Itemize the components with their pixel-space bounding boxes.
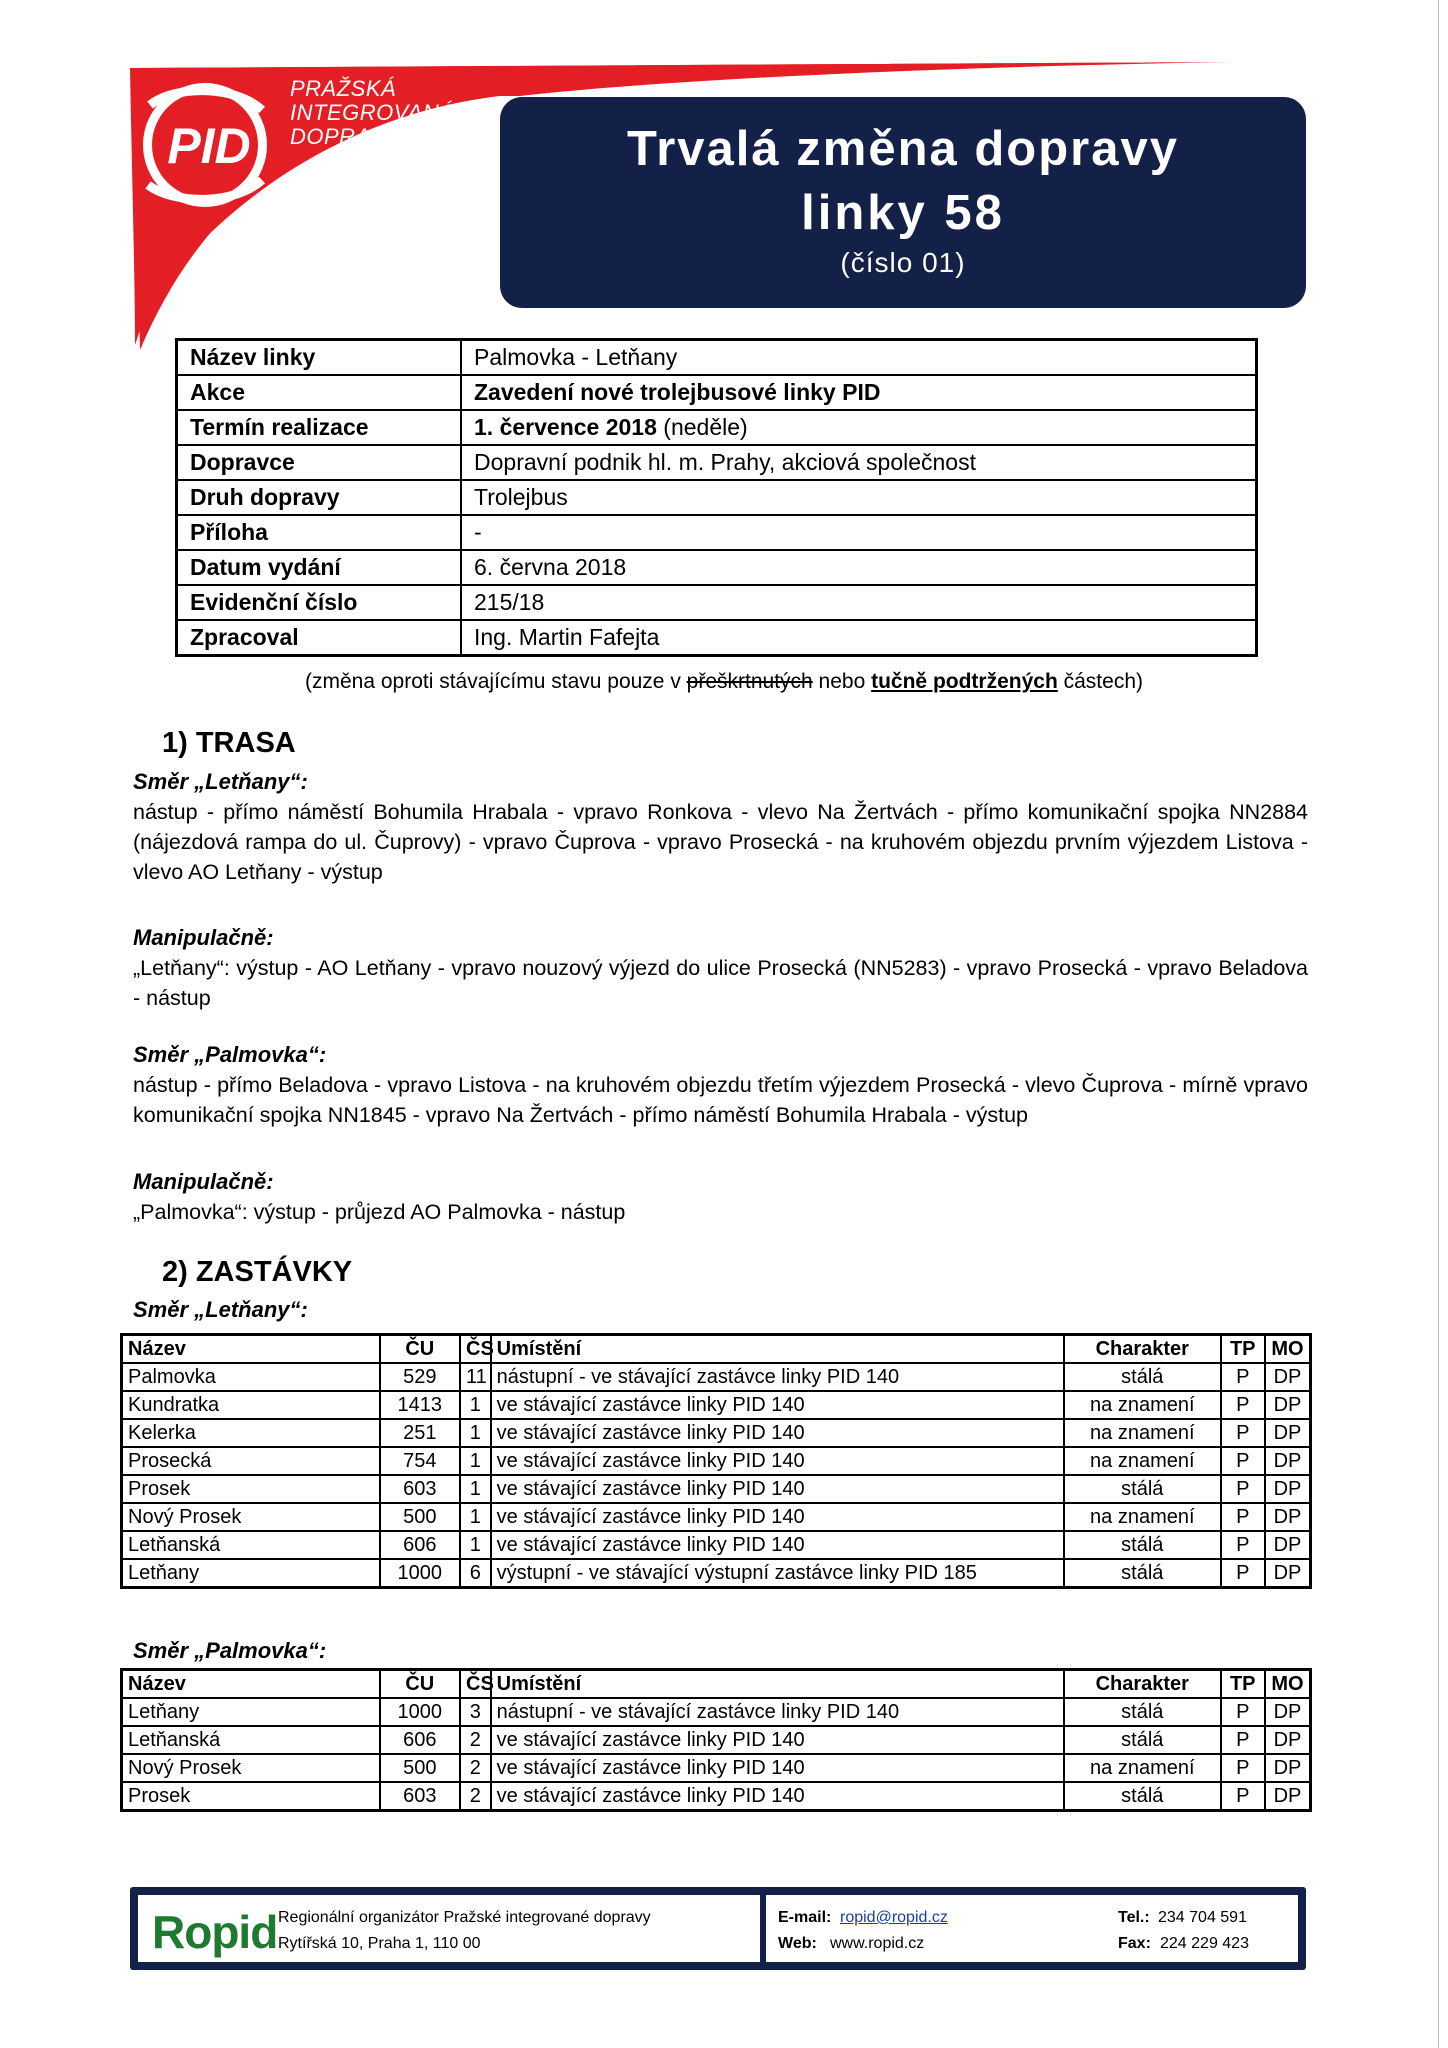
column-header: Název <box>122 1670 380 1699</box>
table-cell: ve stávající zastávce linky PID 140 <box>491 1447 1064 1475</box>
table-cell: P <box>1221 1419 1265 1447</box>
table-cell: ve stávající zastávce linky PID 140 <box>491 1782 1064 1811</box>
table-cell: na znamení <box>1064 1419 1221 1447</box>
table-cell: Kelerka <box>122 1419 380 1447</box>
table-row <box>122 1726 1311 1754</box>
table-row <box>122 1559 1311 1588</box>
table-cell: 6 <box>460 1559 491 1588</box>
info-row <box>177 550 1257 585</box>
info-value: Trolejbus <box>461 480 1257 515</box>
footer-divider <box>760 1895 766 1962</box>
info-row <box>177 585 1257 620</box>
title-box <box>500 97 1306 308</box>
column-header: Charakter <box>1064 1335 1221 1364</box>
manipulation-text: „Palmovka“: výstup - průjezd AO Palmovka - nástup <box>133 1200 626 1224</box>
ropid-logo: Ropid <box>152 1906 278 1958</box>
table-cell: nástupní - ve stávající zastávce linky PID 140 <box>491 1363 1064 1391</box>
table-header-row <box>122 1335 1311 1364</box>
table-cell: stálá <box>1064 1531 1221 1559</box>
info-value: Palmovka - Letňany <box>461 340 1257 376</box>
column-header: Název <box>122 1335 380 1364</box>
footer-address: Rytířská 10, Praha 1, 110 00 <box>278 1935 481 1952</box>
stops-table-letnany <box>120 1333 1312 1589</box>
table-cell: 1 <box>460 1391 491 1419</box>
table-cell: stálá <box>1064 1559 1221 1588</box>
table-cell: ve stávající zastávce linky PID 140 <box>491 1475 1064 1503</box>
table-cell: P <box>1221 1698 1265 1726</box>
table-cell: 606 <box>380 1726 460 1754</box>
table-cell: DP <box>1265 1503 1311 1531</box>
footer-tel: 234 704 591 <box>1158 1909 1247 1926</box>
table-cell: P <box>1221 1726 1265 1754</box>
table-cell: 1 <box>460 1447 491 1475</box>
table-cell: Palmovka <box>122 1363 380 1391</box>
table-cell: stálá <box>1064 1363 1221 1391</box>
line-number-title: linky 58 <box>801 186 1005 240</box>
table-cell: DP <box>1265 1391 1311 1419</box>
table-cell: nástupní - ve stávající zastávce linky PID 140 <box>491 1698 1064 1726</box>
table-cell: DP <box>1265 1559 1311 1588</box>
table-cell: DP <box>1265 1419 1311 1447</box>
info-row <box>177 515 1257 550</box>
pid-logo-text: PID <box>167 118 251 174</box>
info-key: Název linky <box>177 340 462 376</box>
footer-content <box>138 1895 1298 1962</box>
table-cell: ve stávající zastávce linky PID 140 <box>491 1754 1064 1782</box>
footer-email-link[interactable]: ropid@ropid.cz <box>840 1909 948 1926</box>
table-cell: Prosecká <box>122 1447 380 1475</box>
info-value: Zavedení nové trolejbusové linky PID <box>461 375 1257 410</box>
info-key: Akce <box>177 375 462 410</box>
table-cell: 3 <box>460 1698 491 1726</box>
table-cell: 1000 <box>380 1698 460 1726</box>
column-header: TP <box>1221 1670 1265 1699</box>
footer <box>130 1887 1306 1970</box>
footer-organization: Regionální organizátor Pražské integrované dopravy <box>278 1909 651 1926</box>
table-cell: P <box>1221 1447 1265 1475</box>
table-cell: P <box>1221 1391 1265 1419</box>
table-cell: na znamení <box>1064 1503 1221 1531</box>
info-row <box>177 445 1257 480</box>
column-header: ČU <box>380 1335 460 1364</box>
table-cell: Letňany <box>122 1698 380 1726</box>
column-header: TP <box>1221 1335 1265 1364</box>
manipulation-heading: Manipulačně: <box>133 925 274 950</box>
footer-fax-label: Fax: <box>1118 1935 1151 1952</box>
table-cell: DP <box>1265 1475 1311 1503</box>
table-cell: na znamení <box>1064 1391 1221 1419</box>
info-value: Ing. Martin Fafejta <box>461 620 1257 656</box>
table-cell: Kundratka <box>122 1391 380 1419</box>
info-key: Zpracoval <box>177 620 462 656</box>
table-cell: na znamení <box>1064 1447 1221 1475</box>
note-underlined: tučně podtržených <box>871 670 1058 693</box>
realization-date: 1. července 2018 <box>474 414 657 440</box>
table-cell: P <box>1221 1475 1265 1503</box>
table-row <box>122 1698 1311 1726</box>
table-cell: P <box>1221 1503 1265 1531</box>
page-edge <box>1438 0 1448 2048</box>
table-cell: stálá <box>1064 1782 1221 1811</box>
table-cell: P <box>1221 1363 1265 1391</box>
brand-name-line3: DOPRAVA <box>290 124 399 149</box>
document-number: (číslo 01) <box>840 247 966 278</box>
info-table <box>175 338 1258 657</box>
info-value: Dopravní podnik hl. m. Prahy, akciová společnost <box>461 445 1257 480</box>
column-header: Umístění <box>491 1670 1064 1699</box>
table-cell: 1413 <box>380 1391 460 1419</box>
direction-heading: Směr „Palmovka“: <box>133 1638 327 1663</box>
table-cell: 754 <box>380 1447 460 1475</box>
info-row <box>177 480 1257 515</box>
table-row <box>122 1363 1311 1391</box>
table-cell: ve stávající zastávce linky PID 140 <box>491 1391 1064 1419</box>
table-cell: Letňanská <box>122 1726 380 1754</box>
table-cell: stálá <box>1064 1475 1221 1503</box>
table-cell: DP <box>1265 1698 1311 1726</box>
section-heading-stops: 2) ZASTÁVKY <box>162 1256 353 1288</box>
route-text: nástup - přímo Beladova - vpravo Listova - na kruhovém objezdu třetím výjezdem Prosecká - vlevo Čuprova - mírně vpravo komunikační spojka NN1845 - vpravo Na Žertvách - přímo náměstí Bohumila Hrabala - výstup <box>133 1073 1308 1127</box>
info-row <box>177 340 1257 376</box>
table-cell: 500 <box>380 1503 460 1531</box>
note-text: (změna oproti stávajícímu stavu pouze v <box>304 670 687 693</box>
table-cell: 2 <box>460 1754 491 1782</box>
table-cell: 1000 <box>380 1559 460 1588</box>
table-row <box>122 1754 1311 1782</box>
info-key: Termín realizace <box>177 410 462 445</box>
info-row <box>177 620 1257 656</box>
route-text: nástup - přímo náměstí Bohumila Hrabala - vpravo Ronkova - vlevo Na Žertvách - přímo komunikační spojka NN2884 (nájezdová rampa do ul. Čuprovy) - vpravo Čuprova - vpravo Prosecká - na kruhovém objezdu prvním výjezdem Listova - vlevo AO Letňany - výstup <box>133 800 1308 884</box>
table-cell: DP <box>1265 1531 1311 1559</box>
info-value: 6. června 2018 <box>461 550 1257 585</box>
table-cell: 1 <box>460 1475 491 1503</box>
table-header-row <box>122 1670 1311 1699</box>
column-header: Umístění <box>491 1335 1064 1364</box>
footer-tel-label: Tel.: <box>1118 1909 1150 1926</box>
info-key: Evidenční číslo <box>177 585 462 620</box>
brand-name-line2: INTEGROVANÁ <box>290 100 455 125</box>
info-value: - <box>461 515 1257 550</box>
table-cell: P <box>1221 1754 1265 1782</box>
table-cell: 1 <box>460 1503 491 1531</box>
table-cell: 2 <box>460 1726 491 1754</box>
table-cell: 606 <box>380 1531 460 1559</box>
section-heading-route: 1) TRASA <box>162 727 296 759</box>
table-row <box>122 1782 1311 1811</box>
info-key: Dopravce <box>177 445 462 480</box>
table-cell: Prosek <box>122 1475 380 1503</box>
change-note <box>0 670 1448 694</box>
column-header: ČS <box>460 1335 491 1364</box>
table-cell: P <box>1221 1531 1265 1559</box>
note-text: nebo <box>812 670 872 693</box>
table-cell: stálá <box>1064 1726 1221 1754</box>
footer-email-label: E-mail: <box>778 1909 832 1926</box>
table-cell: 11 <box>460 1363 491 1391</box>
info-row <box>177 375 1257 410</box>
manipulation-text: „Letňany“: výstup - AO Letňany - vpravo nouzový výjezd do ulice Prosecká (NN5283) - vpravo Prosecká - vpravo Beladova - nástup <box>133 956 1308 1010</box>
table-cell: Nový Prosek <box>122 1503 380 1531</box>
brand-name-line1: PRAŽSKÁ <box>290 76 397 101</box>
table-cell: P <box>1221 1782 1265 1811</box>
table-cell: výstupní - ve stávající výstupní zastávce linky PID 185 <box>491 1559 1064 1588</box>
table-row <box>122 1475 1311 1503</box>
table-cell: DP <box>1265 1726 1311 1754</box>
table-cell: 500 <box>380 1754 460 1782</box>
note-text: částech) <box>1057 670 1143 693</box>
realization-weekday: (neděle) <box>656 414 748 440</box>
table-cell: na znamení <box>1064 1754 1221 1782</box>
table-cell: Letňany <box>122 1559 380 1588</box>
table-cell: DP <box>1265 1782 1311 1811</box>
table-cell: ve stávající zastávce linky PID 140 <box>491 1726 1064 1754</box>
table-cell: ve stávající zastávce linky PID 140 <box>491 1531 1064 1559</box>
info-key: Druh dopravy <box>177 480 462 515</box>
table-row <box>122 1419 1311 1447</box>
table-cell: DP <box>1265 1754 1311 1782</box>
table-cell: P <box>1221 1559 1265 1588</box>
direction-heading: Směr „Palmovka“: <box>133 1042 327 1067</box>
column-header: ČS <box>460 1670 491 1699</box>
info-value <box>461 410 1257 445</box>
table-cell: Nový Prosek <box>122 1754 380 1782</box>
stops-table-palmovka <box>120 1668 1312 1812</box>
column-header: MO <box>1265 1670 1311 1699</box>
table-cell: 603 <box>380 1782 460 1811</box>
table-row <box>122 1531 1311 1559</box>
table-row <box>122 1503 1311 1531</box>
footer-web-link[interactable]: www.ropid.cz <box>830 1935 925 1952</box>
info-row <box>177 410 1257 445</box>
info-key: Příloha <box>177 515 462 550</box>
column-header: MO <box>1265 1335 1311 1364</box>
table-cell: 603 <box>380 1475 460 1503</box>
table-row <box>122 1447 1311 1475</box>
table-cell: 529 <box>380 1363 460 1391</box>
document-title: Trvalá změna dopravy <box>626 122 1179 176</box>
column-header: ČU <box>380 1670 460 1699</box>
table-cell: ve stávající zastávce linky PID 140 <box>491 1503 1064 1531</box>
table-cell: 1 <box>460 1419 491 1447</box>
table-cell: Letňanská <box>122 1531 380 1559</box>
info-key: Datum vydání <box>177 550 462 585</box>
table-cell: stálá <box>1064 1698 1221 1726</box>
table-cell: DP <box>1265 1447 1311 1475</box>
table-row <box>122 1391 1311 1419</box>
table-cell: ve stávající zastávce linky PID 140 <box>491 1419 1064 1447</box>
table-cell: 1 <box>460 1531 491 1559</box>
table-cell: DP <box>1265 1363 1311 1391</box>
footer-web-label: Web: <box>778 1935 817 1952</box>
direction-heading: Směr „Letňany“: <box>133 1297 308 1322</box>
manipulation-heading: Manipulačně: <box>133 1169 274 1194</box>
table-cell: 2 <box>460 1782 491 1811</box>
direction-heading: Směr „Letňany“: <box>133 769 308 794</box>
footer-fax: 224 229 423 <box>1160 1935 1249 1952</box>
note-strikethrough: přeškrtnutých <box>686 670 813 693</box>
table-cell: Prosek <box>122 1782 380 1811</box>
column-header: Charakter <box>1064 1670 1221 1699</box>
table-cell: 251 <box>380 1419 460 1447</box>
info-value: 215/18 <box>461 585 1257 620</box>
